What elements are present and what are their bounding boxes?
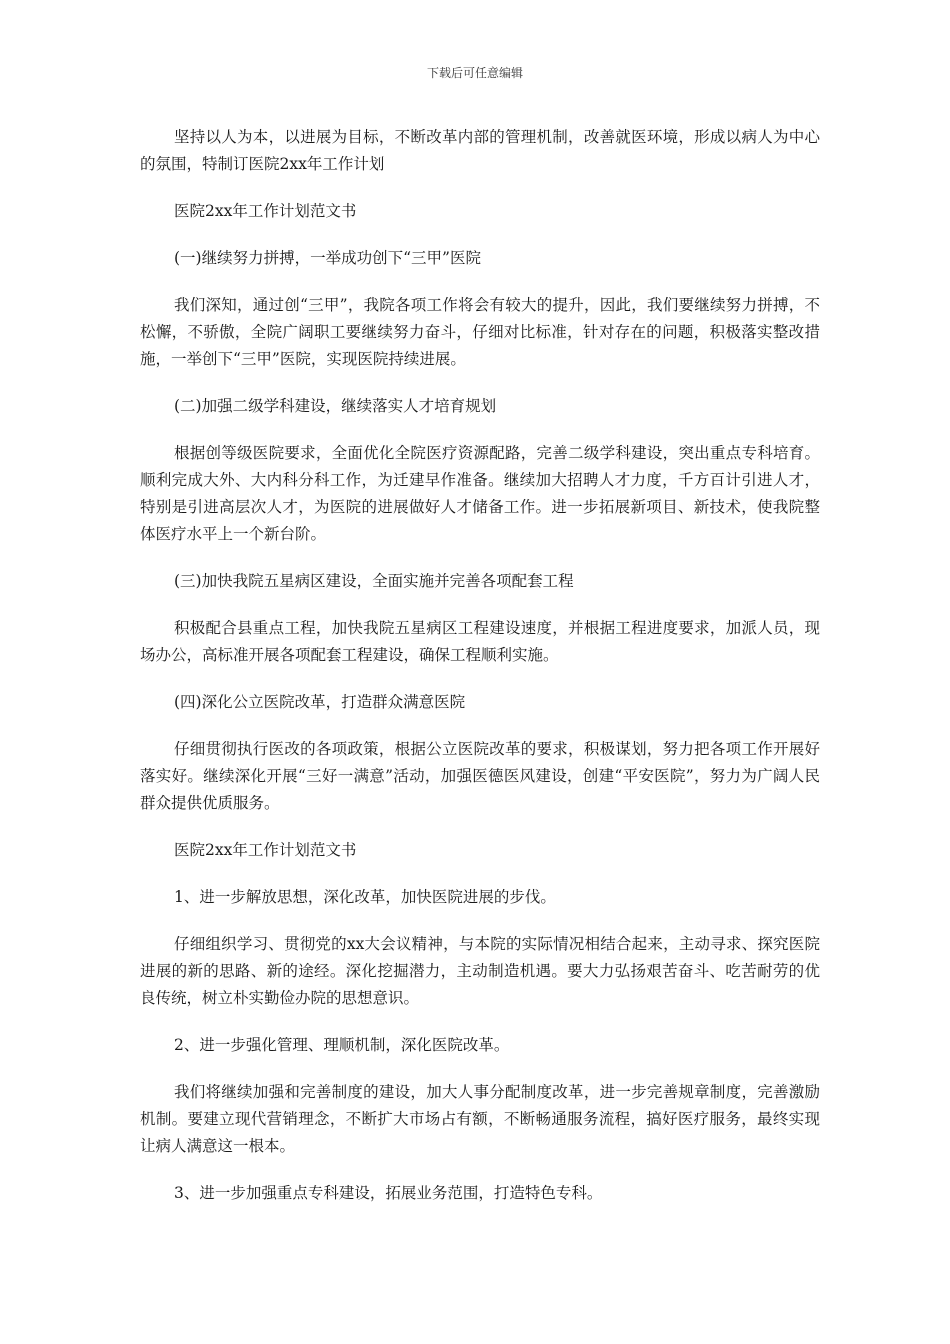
subsection-heading-2: (二)加强二级学科建设，继续落实人才培育规划 — [174, 397, 497, 415]
paragraph: 我们深知，通过创“三甲”，我院各项工作将会有较大的提升，因此，我们要继续努力拼搏，不松懈，不骄傲，全院广阔职工要继续努力奋斗，仔细对比标准，针对存在的问题，积极落实整改措施，一举创下“三甲”医院，实现医院持续进展。 — [140, 296, 820, 368]
section-title: 医院2xx年工作计划范文书 — [174, 841, 357, 859]
document-body — [140, 124, 820, 1227]
paragraph: 积极配合县重点工程，加快我院五星病区工程建设速度，并根据工程进度要求，加派人员，现场办公，高标准开展各项配套工程建设，确保工程顺利实施。 — [140, 619, 820, 664]
paragraph: 我们将继续加强和完善制度的建设，加大人事分配制度改革，进一步完善规章制度，完善激励机制。要建立现代营销理念，不断扩大市场占有额，不断畅通服务流程，搞好医疗服务，最终实现让病人满意这一根本。 — [140, 1083, 820, 1155]
subsection-heading-1: (一)继续努力拼搏，一举成功创下“三甲”医院 — [174, 249, 481, 267]
numbered-heading-2: 2、进一步强化管理、理顺机制，深化医院改革。 — [174, 1036, 510, 1054]
section-title: 医院2xx年工作计划范文书 — [174, 202, 357, 220]
paragraph-intro: 坚持以人为本，以进展为目标，不断改革内部的管理机制，改善就医环境，形成以病人为中心的氛围，特制订医院2xx年工作计划 — [140, 128, 820, 173]
numbered-heading-1: 1、进一步解放思想，深化改革，加快医院进展的步伐。 — [174, 888, 556, 906]
numbered-heading-3: 3、进一步加强重点专科建设，拓展业务范围，打造特色专科。 — [174, 1184, 603, 1202]
page-header: 下载后可任意编辑 — [426, 66, 523, 80]
paragraph: 仔细组织学习、贯彻党的xx大会议精神，与本院的实际情况相结合起来，主动寻求、探究医院进展的新的思路、新的途经。深化挖掘潜力，主动制造机遇。要大力弘扬艰苦奋斗、吃苦耐劳的优良传统，树立朴实勤俭办院的思想意识。 — [140, 935, 820, 1007]
subsection-heading-4: (四)深化公立医院改革，打造群众满意医院 — [174, 693, 466, 711]
subsection-heading-3: (三)加快我院五星病区建设，全面实施并完善各项配套工程 — [174, 572, 574, 590]
paragraph: 根据创等级医院要求，全面优化全院医疗资源配路，完善二级学科建设，突出重点专科培育。顺利完成大外、大内科分科工作，为迁建早作准备。继续加大招聘人才力度，千方百计引进人才，特别是引进高层次人才，为医院的进展做好人才储备工作。进一步拓展新项目、新技术，使我院整体医疗水平上一个新台阶。 — [140, 444, 820, 543]
paragraph: 仔细贯彻执行医改的各项政策，根据公立医院改革的要求，积极谋划，努力把各项工作开展好落实好。继续深化开展“三好一满意”活动，加强医德医风建设，创建“平安医院”，努力为广阔人民群众提供优质服务。 — [140, 740, 820, 812]
